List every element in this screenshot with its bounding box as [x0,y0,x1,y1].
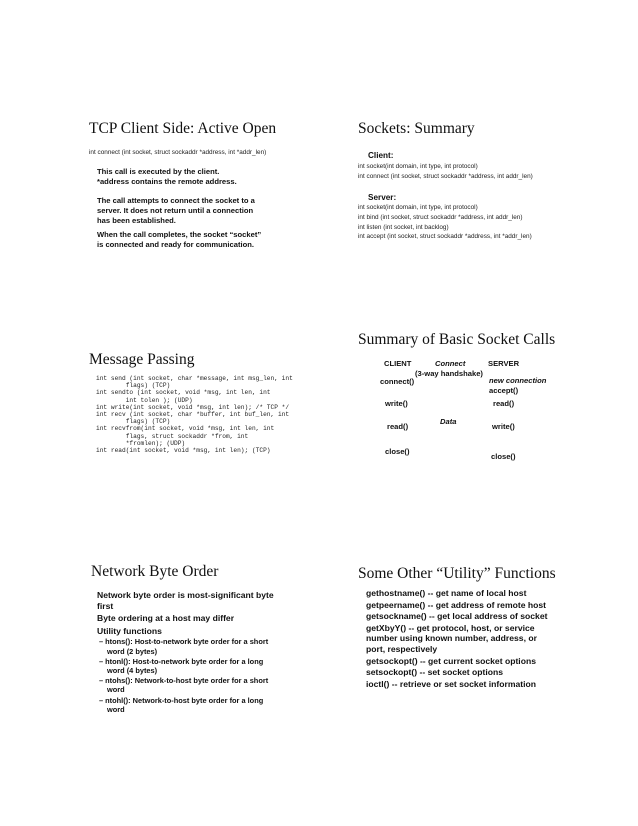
server-read: read() [493,399,515,408]
code-line: flags) (TCP) [96,418,171,426]
paragraph-call-completes: When the call completes, the socket “socket” is connected and ready for communication. [97,230,262,249]
call-line: int connect (int socket, struct sockaddr *address, int addr_len) [358,172,533,180]
sub-bullet-item: – htonl(): Host-to-network byte order for a long word (4 bytes) [99,656,264,675]
client-connect: connect() [380,377,415,386]
new-connection-label: new connection [489,376,547,385]
code-line: flags) (TCP) [96,382,171,390]
slide-title: Message Passing [89,351,195,368]
server-close: close() [491,452,516,461]
function-item: ioctl() -- retrieve or set socket information [366,678,536,689]
call-line: int listen (int socket, int backlog) [358,223,449,231]
sub-bullet-item: – ntohs(): Network-to-host byte order for a short word [99,676,269,695]
slide-tcp-client [89,120,379,249]
call-line: int socket(int domain, int type, int protocol) [358,204,478,211]
code-line: flags, struct sockaddr *from, int [96,432,249,440]
bullet-item: Byte ordering at a host may differ [97,613,235,624]
code-line: *fromlen); (UDP) [96,439,186,447]
function-item: getpeername() -- get address of remote host [366,599,547,610]
client-close: close() [385,447,410,456]
code-line: int recv (int socket, char *buffer, int buf_len, int [96,411,290,419]
code-block [96,375,293,454]
slide-title: Sockets: Summary [358,120,475,137]
client-heading: Client: [368,151,394,160]
code-line: int send (int socket, char *message, int msg_len, int [96,375,293,382]
function-item: getsockopt() -- get current socket options [366,655,536,666]
code-line: int recvfrom(int socket, void *msg, int len, int [96,425,275,433]
function-item: getsockname() -- get local address of socket [366,611,548,622]
function-item: setsockopt() -- set socket options [366,667,504,678]
call-line: int accept (int socket, struct sockaddr *address, int *addr_len) [358,233,532,241]
bullet-item: Network byte order is most-significant byte first [97,590,274,611]
code-line: int read(int socket, void *msg, int len); (TCP) [96,447,271,455]
code-line: int tolen ); (UDP) [96,396,193,404]
server-heading: Server: [368,193,397,202]
slide-utility-functions [358,565,638,689]
server-accept: accept() [489,386,519,395]
slide-message-passing [89,351,379,455]
server-calls [358,203,532,242]
server-column-label: SERVER [488,359,520,368]
slide-network-byte-order [91,563,381,714]
slide-title: Network Byte Order [91,563,219,580]
data-label: Data [440,417,457,426]
server-write: write() [492,422,515,431]
code-line: int write(int socket, void *msg, int len); /* TCP */ [96,403,290,411]
slide-title: Some Other “Utility” Functions [358,565,556,582]
call-line: int socket(int domain, int type, int protocol) [358,163,478,170]
bullet-item: Utility functions [97,625,162,636]
sub-bullet-item: – htons(): Host-to-network byte order for a short word (2 bytes) [99,637,269,656]
connect-label: Connect [435,359,466,368]
slide-title: TCP Client Side: Active Open [89,120,277,137]
call-line: int bind (int socket, struct sockaddr *address, int addr_len) [358,213,523,221]
slide-basic-socket-calls [358,331,638,471]
paragraph-client-call: This call is executed by the client. *address contains the remote address. [97,167,237,186]
code-line: int sendto (int socket, void *msg, int len, int [96,389,271,397]
paragraph-connect-attempt: The call attempts to connect the socket to a server. It does not return until a connection has been established. [97,196,255,225]
bullet-list [97,590,275,714]
slide-sockets-summary [358,120,638,241]
client-write: write() [385,399,408,408]
sub-bullet-item: – ntohl(): Network-to-host byte order for a long word [99,695,264,714]
handshake-label: (3-way handshake) [415,369,483,378]
connect-signature: int connect (int socket, struct sockaddr *address, int *addr_len) [89,149,267,156]
function-item: gethostname() -- get name of local host [366,588,527,598]
client-calls [358,162,533,182]
function-list [366,588,556,689]
slide-title: Summary of Basic Socket Calls [358,331,556,348]
client-read: read() [387,422,409,431]
function-item: getXbyY() -- get protocol, host, or service number using known number, address, or port, respectively [366,622,537,654]
client-column-label: CLIENT [384,359,412,368]
